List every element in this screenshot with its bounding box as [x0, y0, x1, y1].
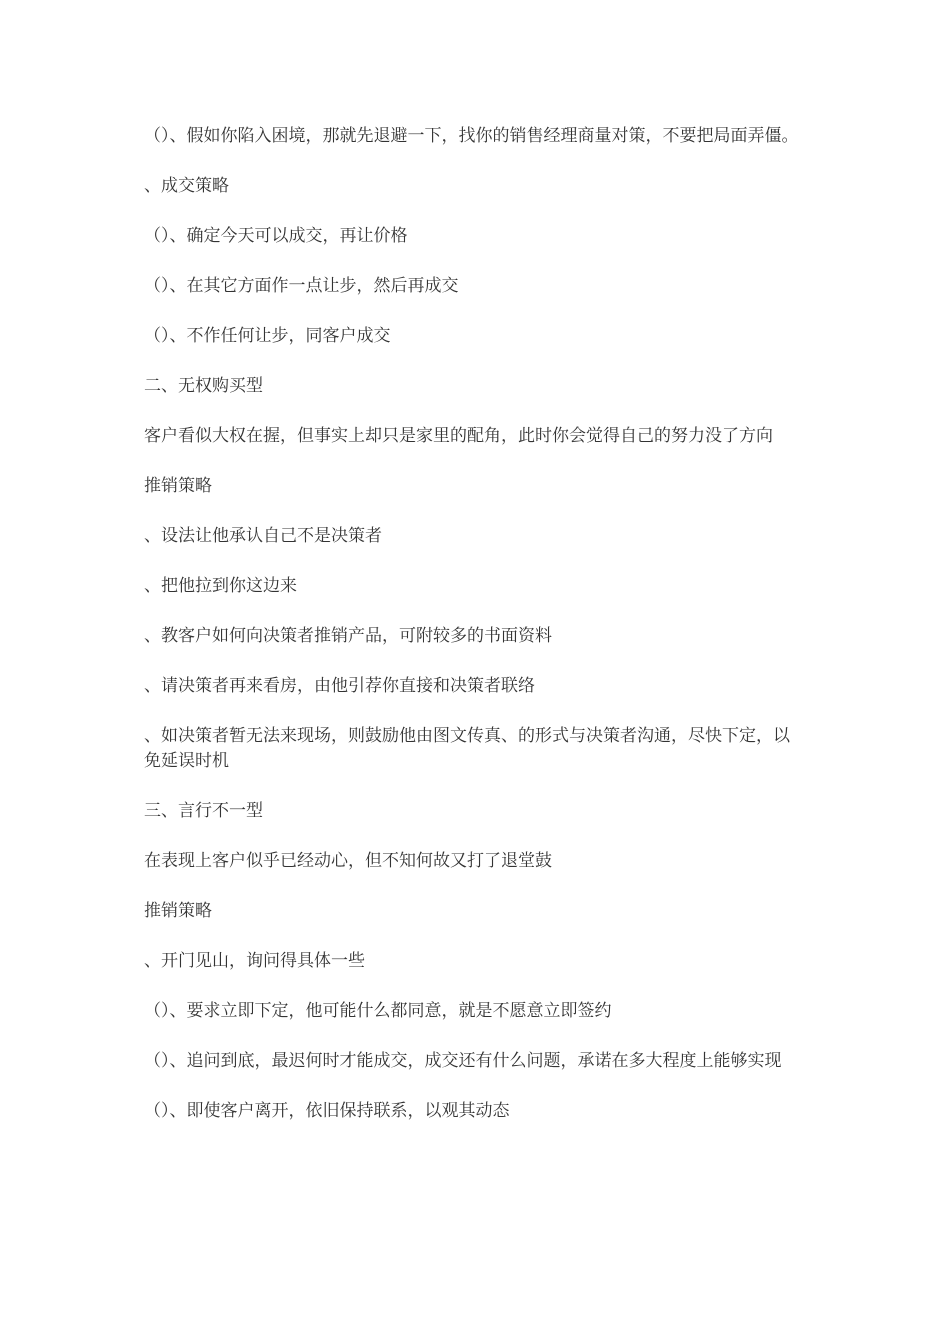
paragraph: （）、追问到底，最迟何时才能成交，成交还有什么问题，承诺在多大程度上能够实现: [144, 1051, 782, 1071]
paragraph: 在表现上客户似乎已经动心，但不知何故又打了退堂鼓: [144, 851, 552, 871]
paragraph: 、设法让他承认自己不是决策者: [144, 526, 382, 546]
paragraph: （）、即使客户离开，依旧保持联系，以观其动态: [144, 1101, 510, 1121]
paragraph: 、如决策者暂无法来现场，则鼓励他由图文传真、的形式与决策者沟通，尽快下定，以免延误时机: [144, 726, 790, 771]
subheading: 推销策略: [144, 901, 212, 921]
section-heading: 二、无权购买型: [144, 376, 263, 396]
paragraph: （）、不作任何让步，同客户成交: [144, 326, 391, 346]
section-heading: 三、言行不一型: [144, 801, 263, 821]
paragraph: 、开门见山，询问得具体一些: [144, 951, 365, 971]
paragraph: （）、要求立即下定，他可能什么都同意，就是不愿意立即签约: [144, 1001, 612, 1021]
paragraph: 、成交策略: [144, 176, 229, 196]
paragraph: （）、在其它方面作一点让步，然后再成交: [144, 276, 459, 296]
paragraph: （）、确定今天可以成交，再让价格: [144, 226, 408, 246]
paragraph: 、把他拉到你这边来: [144, 576, 297, 596]
paragraph: 客户看似大权在握，但事实上却只是家里的配角，此时你会觉得自己的努力没了方向: [144, 426, 773, 446]
subheading: 推销策略: [144, 476, 212, 496]
paragraph: （）、假如你陷入困境，那就先退避一下，找你的销售经理商量对策，不要把局面弄僵。: [144, 126, 799, 146]
paragraph: 、教客户如何向决策者推销产品，可附较多的书面资料: [144, 626, 552, 646]
document-page: [144, 124, 800, 1149]
paragraph: 、请决策者再来看房，由他引荐你直接和决策者联络: [144, 676, 535, 696]
